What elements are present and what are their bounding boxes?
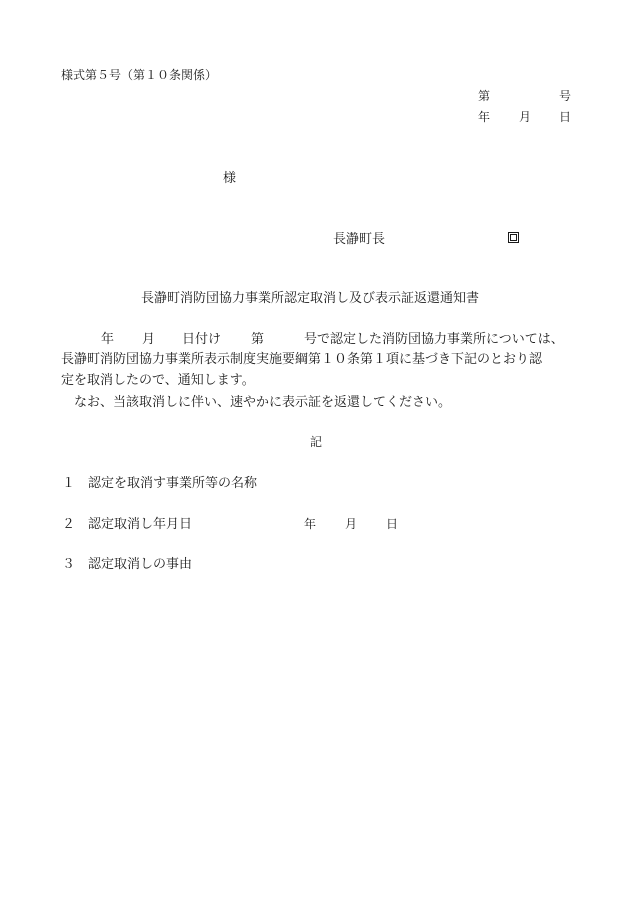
body-line-2: 長瀞町消防団協力事業所表示制度実施要綱第１０条第１項に基づき下記のとおり認 (61, 352, 543, 367)
issue-date-day: 日 (559, 110, 572, 124)
document-title: 長瀞町消防団協力事業所認定取消し及び表示証返還通知書 (141, 291, 480, 306)
body-date-dated: 日付け (182, 332, 222, 347)
form-number: 様式第５号（第１０条関係） (61, 68, 218, 82)
item-label: 認定取消し年月日 (88, 517, 193, 532)
ki-heading: 記 (310, 435, 323, 449)
item-date-day: 日 (386, 517, 399, 531)
body-line-4: なお、当該取消しに伴い、速やかに表示証を返還してください。 (74, 395, 452, 410)
item-number: ２ (62, 517, 76, 532)
recipient-honorific: 様 (223, 171, 237, 186)
document-number-prefix: 第 (478, 89, 491, 103)
item-number: １ (62, 476, 76, 491)
body-number-prefix: 第 (251, 332, 265, 347)
document-number-suffix: 号 (559, 89, 572, 103)
body-line-3: 定を取消したので、通知します。 (61, 373, 255, 388)
item-label: 認定を取消す事業所等の名称 (88, 476, 258, 491)
issue-date-month: 月 (519, 110, 532, 124)
issue-date-year: 年 (478, 110, 491, 124)
item-date-year: 年 (304, 517, 317, 531)
body-date-month: 月 (142, 332, 156, 347)
item-number: ３ (62, 557, 76, 572)
seal-mark (509, 233, 518, 242)
item-date-month: 月 (345, 517, 358, 531)
item-label: 認定取消しの事由 (88, 557, 193, 572)
body-line-1: 号で認定した消防団協力事業所については、 (304, 332, 564, 347)
seal-icon (508, 232, 519, 243)
body-date-year: 年 (101, 332, 115, 347)
sender-title: 長瀞町長 (333, 232, 386, 247)
